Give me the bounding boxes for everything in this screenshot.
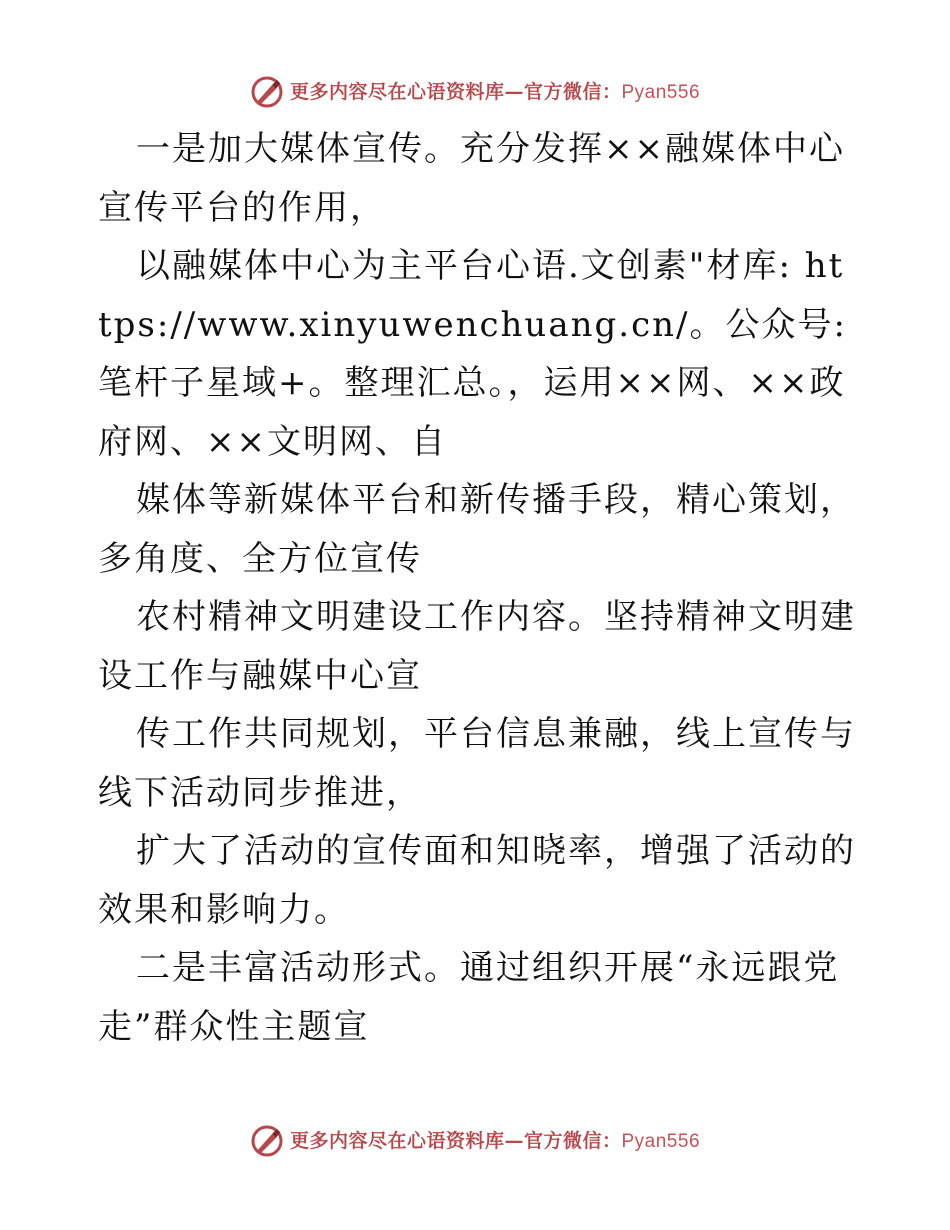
pen-logo-icon xyxy=(250,75,284,109)
header-banner xyxy=(0,72,950,112)
document-body xyxy=(98,120,858,1056)
paragraph: 传工作共同规划，平台信息兼融，线上宣传与线下活动同步推进， xyxy=(98,714,856,813)
footer-banner-text xyxy=(290,1129,700,1154)
pen-logo-icon xyxy=(250,1124,284,1158)
paragraph: 农村精神文明建设工作内容。坚持精神文明建设工作与融媒中心宣 xyxy=(98,597,856,696)
header-banner-text xyxy=(290,80,700,105)
paragraph: 一是加大媒体宣传。充分发挥××融媒体中心宣传平台的作用， xyxy=(98,129,845,228)
header-banner-cn: 更多内容尽在心语资料库—官方微信： xyxy=(289,80,622,103)
paragraph: 二是丰富活动形式。通过组织开展“永远跟党走”群众性主题宣 xyxy=(98,948,840,1047)
paragraph: 扩大了活动的宣传面和知晓率，增强了活动的效果和影响力。 xyxy=(98,831,856,930)
header-banner-id: Pyan556 xyxy=(621,81,701,103)
footer-banner-id: Pyan556 xyxy=(621,1130,701,1152)
paragraph: 媒体等新媒体平台和新传播手段，精心策划，多角度、全方位宣传 xyxy=(98,480,856,579)
footer-banner-cn: 更多内容尽在心语资料库—官方微信： xyxy=(289,1129,622,1152)
footer-banner xyxy=(0,1121,950,1161)
paragraph: 以融媒体中心为主平台心语.文创素"材库: https://www.xinyuwenchuang.cn/。公众号: 笔杆子星域+。整理汇总。，运用××网、××政府网、××文明网、自 xyxy=(98,246,847,462)
